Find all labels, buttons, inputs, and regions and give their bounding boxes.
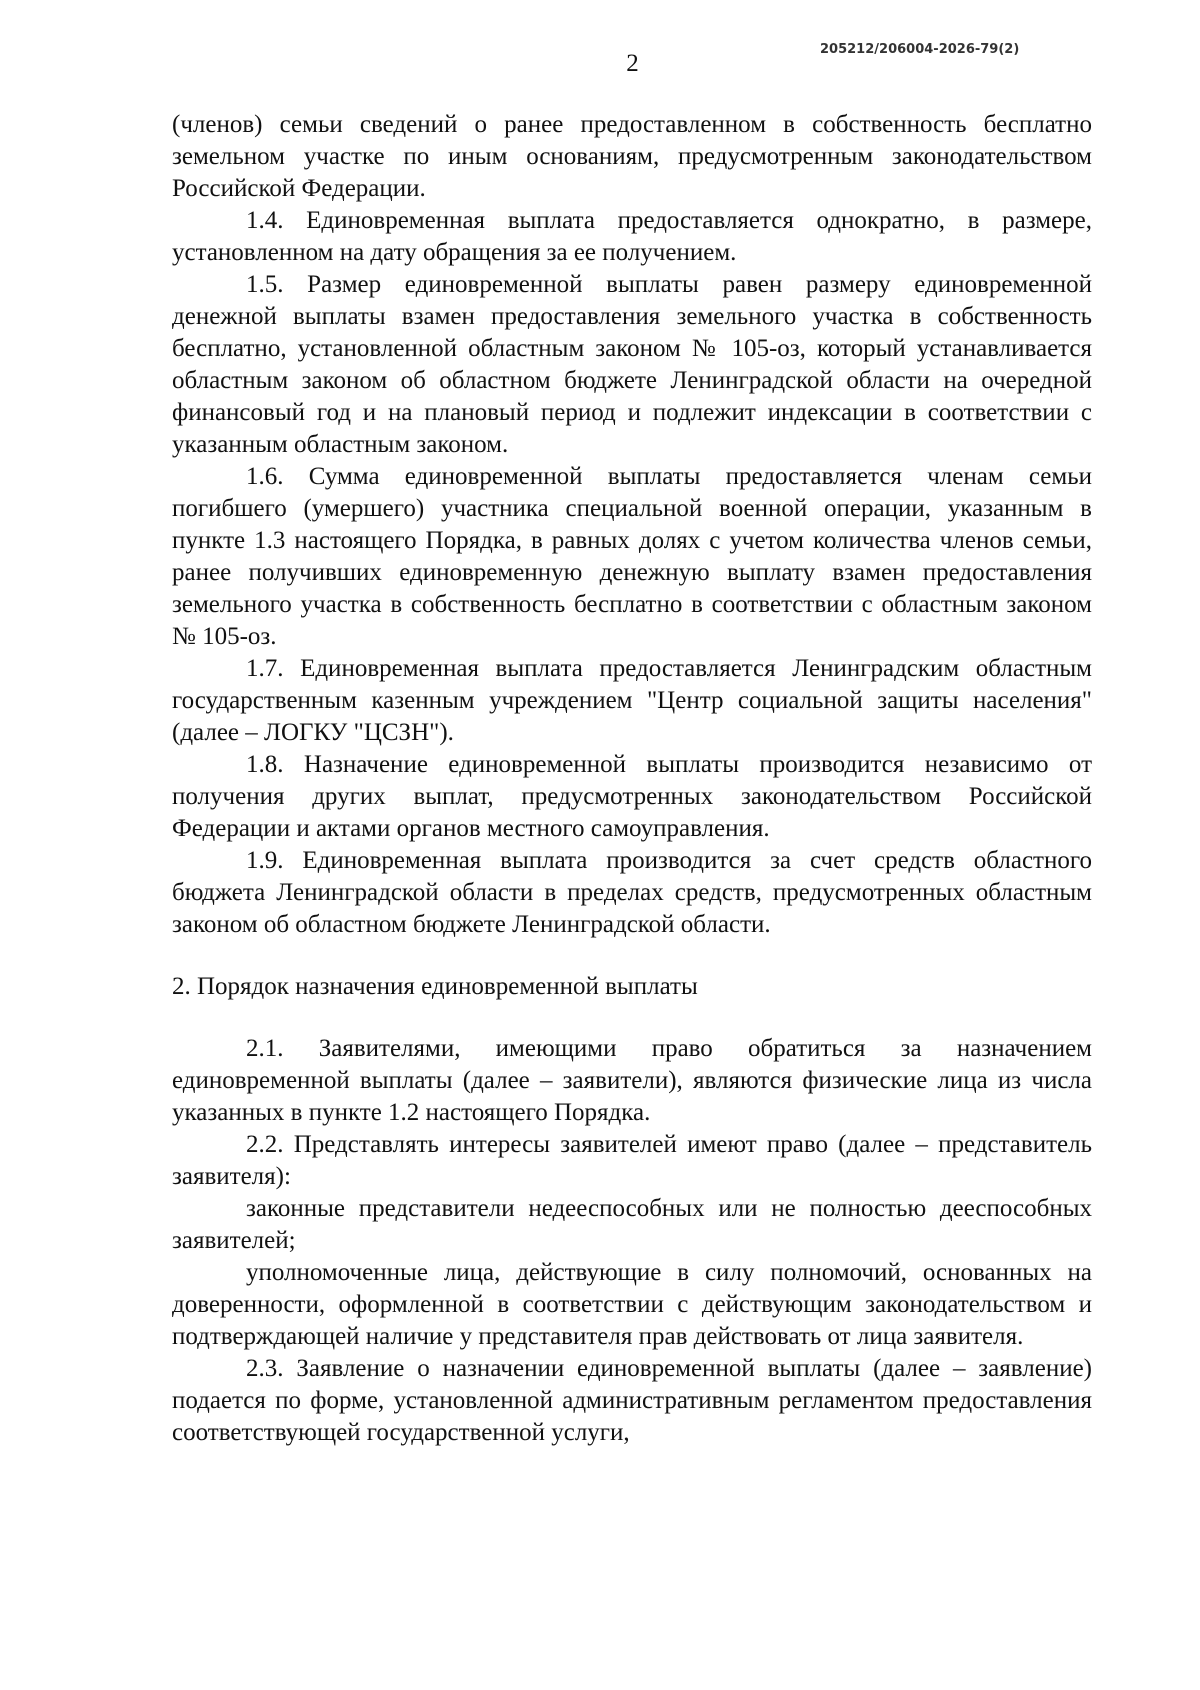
document-id: 205212/206004-2026-79(2) — [820, 42, 1020, 57]
paragraph-1-6: 1.6. Сумма единовременной выплаты предоставляется членам семьи погибшего (умершего) участника специальной военной операции, указанным в пункте 1.3 настоящего Порядка, в равных долях с учетом количества членов семьи, ранее получивших единовременную денежную выплату взамен предоставления земельного участка в собственность бесплатно в соответствии с областным законом № 105-оз. — [172, 463, 1092, 650]
page-number: 2 — [626, 50, 639, 77]
paragraph-1-7: 1.7. Единовременная выплата предоставляется Ленинградским областным государственным казенным учреждением "Центр социальной защиты населения" (далее – ЛОГКУ "ЦСЗН"). — [172, 655, 1092, 746]
section-heading: 2. Порядок назначения единовременной выплаты — [172, 973, 698, 1000]
paragraph-2-2: 2.2. Представлять интересы заявителей имеют право (далее – представитель заявителя): — [172, 1131, 1092, 1190]
paragraph-2-3: 2.3. Заявление о назначении единовременной выплаты (далее – заявление) подается по форме, установленной административным регламентом предоставления соответствующей государственной услуги, — [172, 1355, 1092, 1446]
paragraph-2-1: 2.1. Заявителями, имеющими право обратиться за назначением единовременной выплаты (далее – заявители), являются физические лица из числа указанных в пункте 1.2 настоящего Порядка. — [172, 1035, 1092, 1126]
paragraph-1-9: 1.9. Единовременная выплата производится за счет средств областного бюджета Ленинградской области в пределах средств, предусмотренных областным законом об областном бюджете Ленинградской области. — [172, 847, 1092, 938]
paragraph-1-5: 1.5. Размер единовременной выплаты равен размеру единовременной денежной выплаты взамен предоставления земельного участка в собственность бесплатно, установленной областным законом № 105-оз, который устанавливается областным законом об областном бюджете Ленинградской области на очередной финансовый год и на плановый период и подлежит индексации в соответствии с указанным областным законом. — [172, 271, 1092, 458]
document-body — [172, 109, 1092, 1449]
paragraph-1-4: 1.4. Единовременная выплата предоставляется однократно, в размере, установленном на дату обращения за ее получением. — [172, 207, 1092, 266]
list-item-authorized-persons: уполномоченные лица, действующие в силу полномочий, основанных на доверенности, оформленной в соответствии с действующим законодательством и подтверждающей наличие у представителя прав действовать от лица заявителя. — [172, 1259, 1092, 1350]
list-item-legal-representatives: законные представители недееспособных или не полностью дееспособных заявителей; — [172, 1195, 1092, 1254]
paragraph-1-8: 1.8. Назначение единовременной выплаты производится независимо от получения других выплат, предусмотренных законодательством Российской Федерации и актами органов местного самоуправления. — [172, 751, 1092, 842]
paragraph-continuation: (членов) семьи сведений о ранее предоставленном в собственность бесплатно земельном участке по иным основаниям, предусмотренным законодательством Российской Федерации. — [172, 111, 1092, 202]
